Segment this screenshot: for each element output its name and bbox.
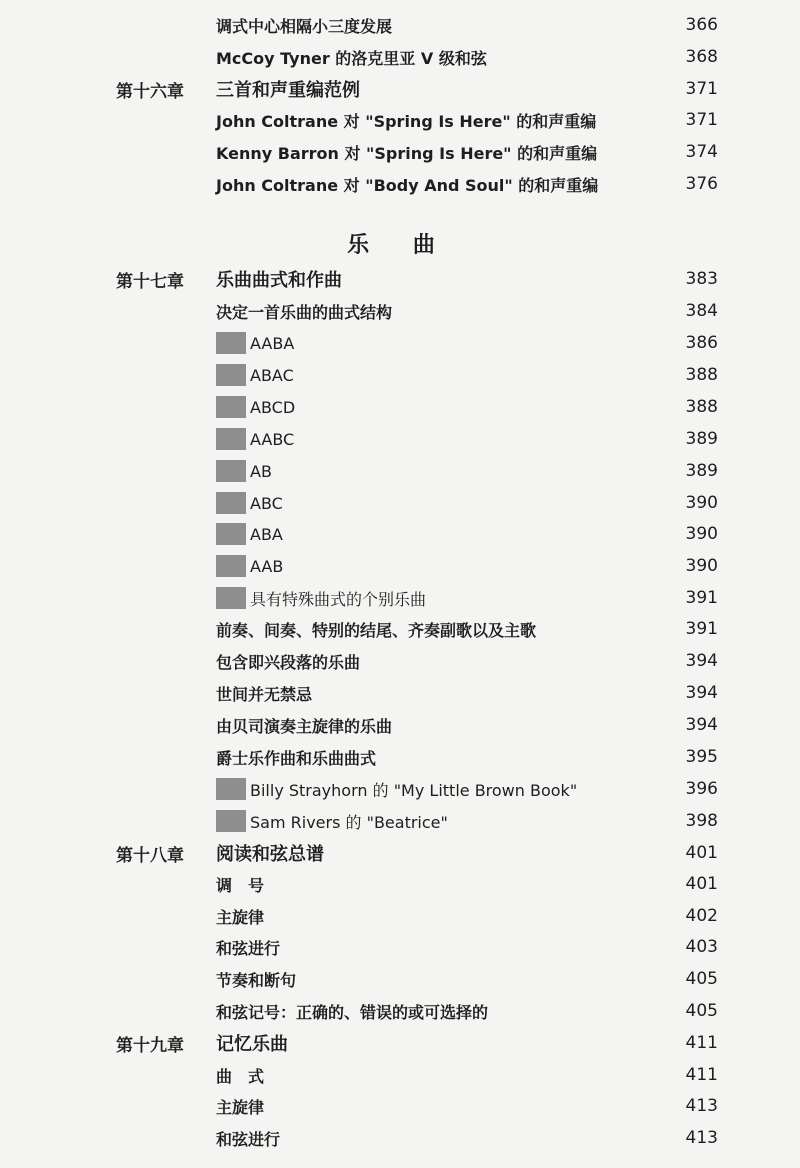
page-number: 368 <box>685 47 718 67</box>
toc-subsection-row <box>0 424 800 454</box>
toc-chapter-row <box>0 264 800 294</box>
toc-section-row <box>0 932 800 962</box>
toc-section-row <box>0 678 800 708</box>
page-number: 401 <box>685 843 718 863</box>
page-number: 403 <box>685 937 718 957</box>
bullet-marker-icon <box>216 555 246 577</box>
toc-subsection-row <box>0 551 800 581</box>
toc-section-row <box>0 137 800 167</box>
page-number: 391 <box>685 588 718 608</box>
bullet-marker-icon <box>216 778 246 800</box>
toc-section-row <box>0 646 800 676</box>
toc-section-row <box>0 169 800 199</box>
entry-title: John Coltrane 对 "Body And Soul" 的和声重编 <box>216 175 599 195</box>
page-number: 371 <box>685 79 718 99</box>
page-number: 388 <box>685 365 718 385</box>
page-number: 386 <box>685 333 718 353</box>
toc-section-row <box>0 710 800 740</box>
page-number: 413 <box>685 1128 718 1148</box>
entry-title: AAB <box>250 556 284 576</box>
entry-title: 包含即兴段落的乐曲 <box>216 652 361 672</box>
page-number: 389 <box>685 461 718 481</box>
entry-title: 前奏、间奏、特别的结尾、齐奏副歌以及主歌 <box>216 620 537 640</box>
entry-title: McCoy Tyner 的洛克里亚 V 级和弦 <box>216 48 487 68</box>
entry-title: 具有特殊曲式的个别乐曲 <box>250 589 427 609</box>
page-number: 366 <box>685 15 718 35</box>
entry-title: 和弦进行 <box>216 938 281 958</box>
chapter-title: 阅读和弦总谱 <box>216 844 324 865</box>
toc-section-row <box>0 105 800 135</box>
entry-title: John Coltrane 对 "Spring Is Here" 的和声重编 <box>216 111 597 131</box>
page-number: 390 <box>685 524 718 544</box>
entry-title: 调式中心相隔小三度发展 <box>216 16 393 36</box>
page-number: 374 <box>685 142 718 162</box>
bullet-marker-icon <box>216 428 246 450</box>
chapter-number: 第十六章 <box>116 81 184 102</box>
entry-title: 和弦记号：正确的、错误的或可选择的 <box>216 1002 489 1022</box>
page-number: 413 <box>685 1096 718 1116</box>
toc-subsection-row <box>0 456 800 486</box>
bullet-marker-icon <box>216 364 246 386</box>
bullet-marker-icon <box>216 810 246 832</box>
toc-subsection-row <box>0 774 800 804</box>
page-number: 394 <box>685 683 718 703</box>
page-number: 371 <box>685 110 718 130</box>
entry-title: ABA <box>250 524 283 544</box>
page-number: 394 <box>685 651 718 671</box>
toc-section-row <box>0 42 800 72</box>
part-header: 乐 曲 <box>347 233 453 258</box>
entry-title: Kenny Barron 对 "Spring Is Here" 的和声重编 <box>216 143 598 163</box>
toc-section-row <box>0 742 800 772</box>
page-number: 376 <box>685 174 718 194</box>
chapter-number: 第十七章 <box>116 271 184 292</box>
chapter-title: 记忆乐曲 <box>216 1034 288 1055</box>
entry-title: 节奏和断句 <box>216 970 297 990</box>
chapter-title: 三首和声重编范例 <box>216 80 360 101</box>
entry-title: 由贝司演奏主旋律的乐曲 <box>216 716 393 736</box>
page-number: 388 <box>685 397 718 417</box>
page-number: 390 <box>685 556 718 576</box>
page-number: 390 <box>685 493 718 513</box>
entry-title: AB <box>250 461 272 481</box>
entry-title: 爵士乐作曲和乐曲曲式 <box>216 748 377 768</box>
toc-subsection-row <box>0 583 800 613</box>
entry-title: 决定一首乐曲的曲式结构 <box>216 302 393 322</box>
entry-title: 调 号 <box>216 875 265 895</box>
toc-section-row <box>0 614 800 644</box>
bullet-marker-icon <box>216 523 246 545</box>
toc-section-row <box>0 996 800 1026</box>
page-number: 401 <box>685 874 718 894</box>
toc-section-row <box>0 1060 800 1090</box>
bullet-marker-icon <box>216 587 246 609</box>
toc-section-row <box>0 964 800 994</box>
entry-title: 曲 式 <box>216 1066 265 1086</box>
toc-section-row <box>0 901 800 931</box>
entry-title: 和弦进行 <box>216 1129 281 1149</box>
entry-title: AABA <box>250 333 295 353</box>
entry-title: Sam Rivers 的 "Beatrice" <box>250 812 448 832</box>
bullet-marker-icon <box>216 492 246 514</box>
page-number: 395 <box>685 747 718 767</box>
toc-chapter-row <box>0 838 800 868</box>
entry-title: ABAC <box>250 365 294 385</box>
toc-subsection-row <box>0 360 800 390</box>
entry-title: 主旋律 <box>216 907 265 927</box>
bullet-marker-icon <box>216 460 246 482</box>
page-number: 384 <box>685 301 718 321</box>
bullet-marker-icon <box>216 396 246 418</box>
page-number: 398 <box>685 811 718 831</box>
entry-title: ABCD <box>250 397 296 417</box>
page-number: 411 <box>685 1033 718 1053</box>
toc-subsection-row <box>0 392 800 422</box>
toc-section-row <box>0 10 800 40</box>
toc-subsection-row <box>0 328 800 358</box>
page-number: 396 <box>685 779 718 799</box>
page-number: 411 <box>685 1065 718 1085</box>
toc-section-row <box>0 1091 800 1121</box>
chapter-number: 第十九章 <box>116 1035 184 1056</box>
toc-section-row <box>0 1123 800 1153</box>
chapter-title: 乐曲曲式和作曲 <box>216 270 342 291</box>
entry-title: 主旋律 <box>216 1097 265 1117</box>
page-number: 391 <box>685 619 718 639</box>
toc-chapter-row <box>0 74 800 104</box>
toc-subsection-row <box>0 488 800 518</box>
entry-title: AABC <box>250 429 295 449</box>
toc-subsection-row <box>0 806 800 836</box>
entry-title: Billy Strayhorn 的 "My Little Brown Book" <box>250 780 578 800</box>
chapter-number: 第十八章 <box>116 845 184 866</box>
bullet-marker-icon <box>216 332 246 354</box>
page-number: 383 <box>685 269 718 289</box>
entry-title: 世间并无禁忌 <box>216 684 313 704</box>
toc-chapter-row <box>0 1028 800 1058</box>
page-number: 402 <box>685 906 718 926</box>
page-number: 394 <box>685 715 718 735</box>
entry-title: ABC <box>250 493 283 513</box>
toc-section-row <box>0 296 800 326</box>
toc-section-row <box>0 869 800 899</box>
page-number: 389 <box>685 429 718 449</box>
page-number: 405 <box>685 969 718 989</box>
toc-subsection-row <box>0 519 800 549</box>
page-number: 405 <box>685 1001 718 1021</box>
